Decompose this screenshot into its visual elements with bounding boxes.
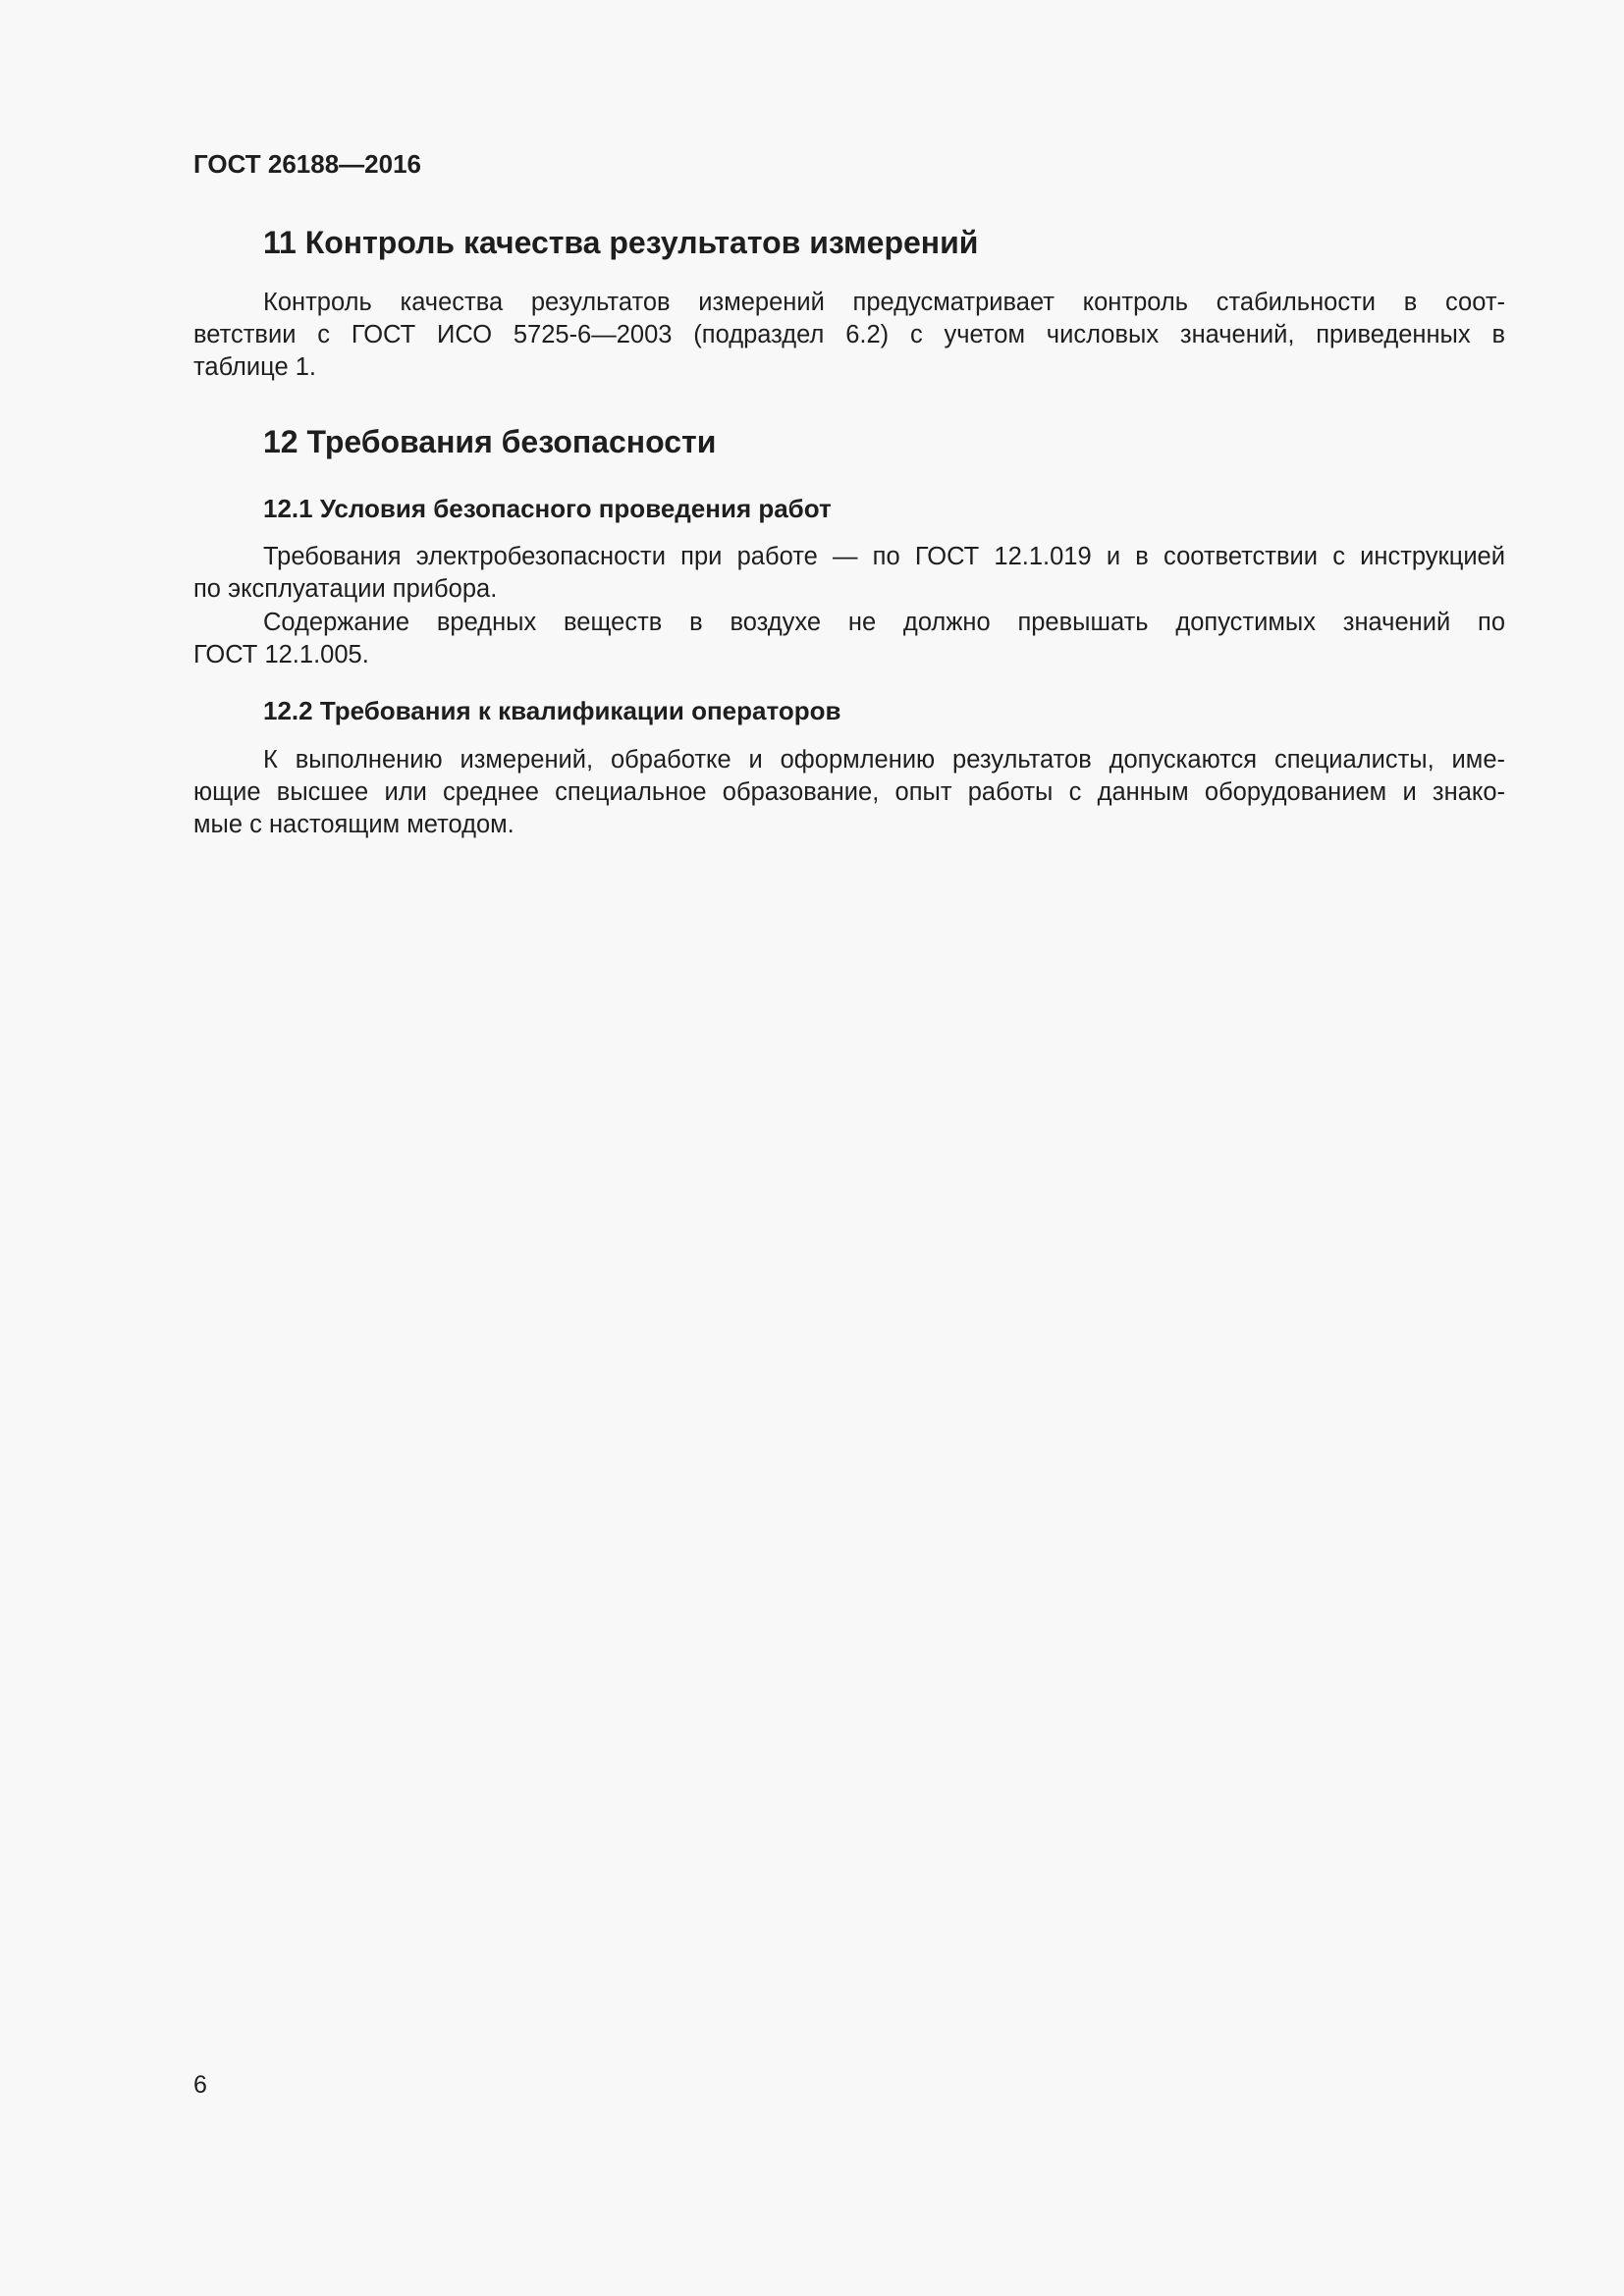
page-number: 6 (193, 2071, 207, 2099)
section-12-title: 12 Требования безопасности (263, 424, 717, 459)
text-line: ющие высшее или среднее специальное образование, опыт работы с данным оборудованием и знако- (193, 778, 1505, 806)
subsection-12-1-paragraph-2 (193, 607, 1505, 671)
text-line: ГОСТ 12.1.005. (193, 641, 369, 668)
text-line: Требования электробезопасности при работе — по ГОСТ 12.1.019 и в соответствии с инструкцией (263, 543, 1505, 570)
text-line: Содержание вредных веществ в воздухе не должно превышать допустимых значений по (263, 609, 1505, 636)
subsection-12-2-title: 12.2 Требования к квалификации операторов (263, 696, 841, 725)
text-line: мые с настоящим методом. (193, 811, 514, 838)
subsection-12-1-title: 12.1 Условия безопасного проведения работ (263, 494, 832, 523)
subsection-12-1-paragraph-1 (193, 541, 1505, 606)
section-11-paragraph (193, 287, 1505, 384)
section-11-title: 11 Контроль качества результатов измерений (263, 225, 979, 260)
document-header: ГОСТ 26188—2016 (193, 149, 421, 179)
text-line: по эксплуатации прибора. (193, 575, 498, 603)
text-line: Контроль качества результатов измерений предусматривает контроль стабильности в соот- (263, 289, 1505, 316)
subsection-12-2-paragraph (193, 744, 1505, 841)
text-line: К выполнению измерений, обработке и оформлению результатов допускаются специалисты, име- (263, 746, 1505, 774)
text-line: ветствии с ГОСТ ИСО 5725-6—2003 (подраздел 6.2) с учетом числовых значений, приведенных в (193, 321, 1505, 348)
text-line: таблице 1. (193, 353, 317, 381)
